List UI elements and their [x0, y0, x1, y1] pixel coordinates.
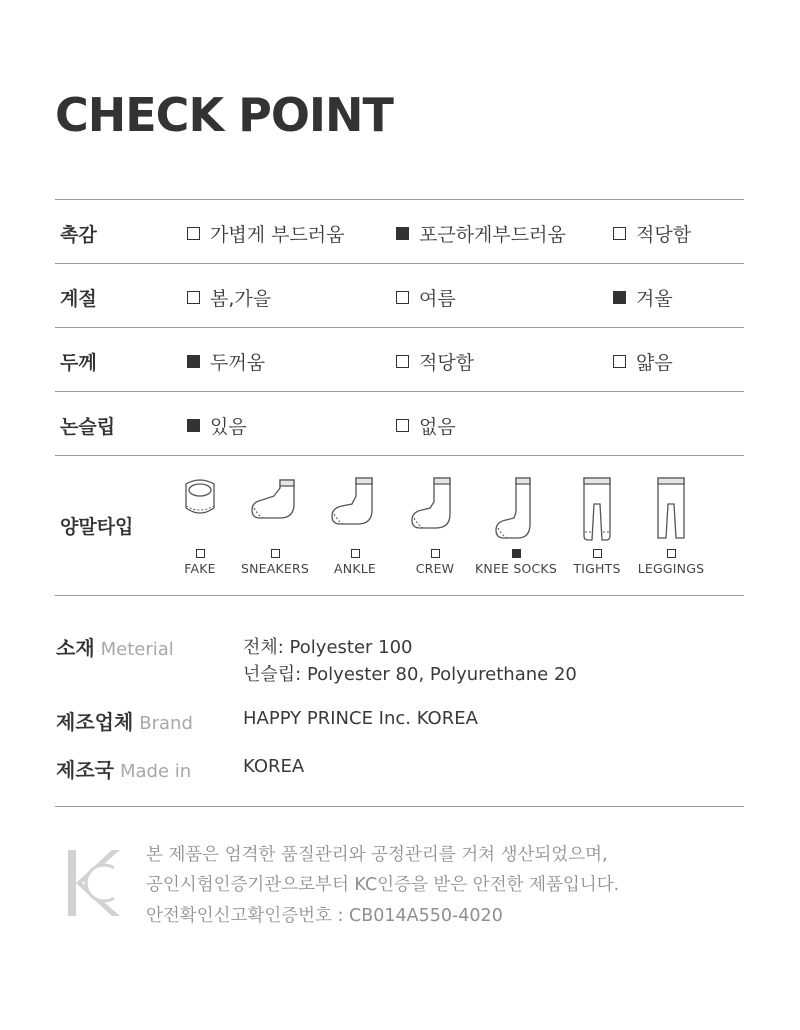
sock-type-label: SNEAKERS	[240, 561, 310, 576]
option-label: 적당함	[419, 352, 475, 374]
knee-sock-icon	[471, 474, 561, 542]
brand-label-en: Brand	[139, 713, 193, 734]
checkbox	[187, 419, 200, 432]
divider	[55, 595, 744, 596]
origin-value: KOREA	[243, 756, 305, 777]
leggings-icon	[626, 474, 716, 544]
page-title: CHECK POINT	[55, 88, 393, 142]
row-label-non-slip: 논슬립	[60, 416, 116, 438]
option-label: 없음	[419, 416, 456, 438]
crew-sock-icon	[390, 474, 480, 534]
kc-notice-line: 공인시험인증기관으로부터 KC인증을 받은 안전한 제품입니다.	[146, 875, 620, 895]
divider	[55, 199, 744, 200]
kc-notice-line: 본 제품은 엄격한 품질관리와 공정관리를 거쳐 생산되었으며,	[146, 845, 608, 865]
row-label-sock-type: 양말타입	[60, 516, 134, 538]
checkbox	[396, 355, 409, 368]
origin-label-en: Made in	[119, 761, 192, 782]
option-label: 포근하게부드러움	[419, 224, 566, 246]
checkbox	[613, 355, 626, 368]
origin-label	[56, 754, 191, 783]
divider	[55, 263, 744, 264]
option-label: 봄,가을	[210, 288, 272, 310]
ankle-sock-icon	[310, 474, 400, 530]
checkbox	[396, 291, 409, 304]
checkbox	[667, 549, 676, 558]
checkbox	[613, 227, 626, 240]
checkbox	[593, 549, 602, 558]
option-non-slip-no	[396, 412, 456, 439]
divider	[55, 391, 744, 392]
material-label-en: Meterial	[100, 639, 174, 660]
option-non-slip-yes	[187, 412, 247, 439]
option-thickness-moderate	[396, 348, 474, 375]
material-label-ko: 소재	[56, 636, 95, 660]
option-texture-cozy	[396, 220, 566, 247]
sock-type-label: ANKLE	[334, 561, 376, 576]
option-season-spring-fall	[187, 284, 271, 311]
brand-value: HAPPY PRINCE Inc. KOREA	[243, 708, 478, 729]
brand-label	[56, 706, 193, 735]
option-label: 겨울	[636, 288, 673, 310]
checkbox	[187, 355, 200, 368]
checkbox	[187, 291, 200, 304]
kc-notice-line: 안전확인신고확인증번호 : CB014A550-4020	[146, 906, 503, 926]
option-season-winter	[613, 284, 673, 311]
checkbox	[187, 227, 200, 240]
option-texture-light	[187, 220, 345, 247]
material-value-line: 전체: Polyester 100	[243, 637, 413, 658]
checkbox	[512, 549, 521, 558]
option-label: 얇음	[636, 352, 673, 374]
sock-type-label: CREW	[415, 561, 455, 576]
option-label: 두꺼움	[210, 352, 266, 374]
row-label-thickness: 두께	[60, 352, 97, 374]
divider	[55, 806, 744, 807]
sock-type-label: LEGGINGS	[637, 561, 705, 576]
checkbox	[196, 549, 205, 558]
option-label: 적당함	[636, 224, 692, 246]
sock-type-label: KNEE SOCKS	[475, 561, 557, 576]
checkbox	[431, 549, 440, 558]
checkbox	[613, 291, 626, 304]
sock-type-label: TIGHTS	[573, 561, 621, 576]
brand-label-ko: 제조업체	[56, 710, 134, 734]
divider	[55, 455, 744, 456]
sneakers-sock-icon	[230, 474, 320, 524]
divider	[55, 327, 744, 328]
option-label: 여름	[419, 288, 456, 310]
option-label: 가볍게 부드러움	[210, 224, 345, 246]
option-label: 있음	[210, 416, 247, 438]
origin-label-ko: 제조국	[56, 758, 114, 782]
row-label-texture: 촉감	[60, 224, 97, 246]
checkbox	[271, 549, 280, 558]
checkbox	[396, 419, 409, 432]
kc-mark-icon	[66, 846, 122, 924]
option-thickness-thin	[613, 348, 673, 375]
material-value-line: 넌슬립: Polyester 80, Polyurethane 20	[243, 664, 577, 685]
checkbox	[396, 227, 409, 240]
sock-type-label: FAKE	[184, 561, 216, 576]
checkbox	[351, 549, 360, 558]
row-label-season: 계절	[60, 288, 97, 310]
option-texture-moderate	[613, 220, 691, 247]
option-thickness-thick	[187, 348, 265, 375]
option-season-summer	[396, 284, 456, 311]
material-label	[56, 632, 174, 661]
